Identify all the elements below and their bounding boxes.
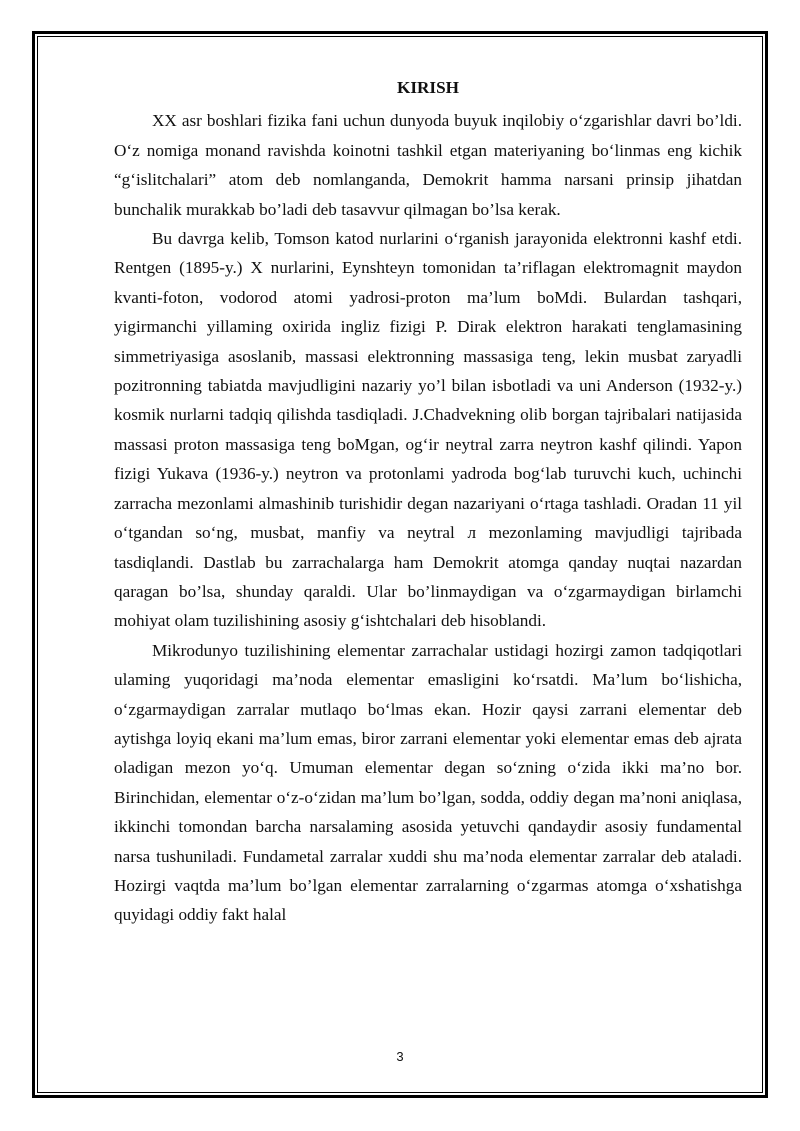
- section-title: KIRISH: [396, 78, 460, 97]
- paragraph-1: XX asr boshlari fizika fani uchun dunyoda buyuk inqilobiy o‘zgarishlar davri bo’ldi. O‘z nomiga monand ravishda koinotni tashkil etgan materiyaning bo‘linmas eng kichik “g‘islitchalari” atom deb nomlanganda, Demokrit hamma narsani prinsip jihatdan bunchalik murakkab bo’ladi deb tasavvur qilmagan bo’lsa kerak.: [114, 111, 742, 219]
- paragraph-3: Mikrodunyo tuzilishining elementar zarrachalar ustidagi hozirgi zamon tadqiqotlari ulaming yuqoridagi ma’noda elementar emasligini ko‘rsatdi. Ma’lum bo‘lishicha, o‘zgarmaydigan zarralar mutlaqo bo‘lmas ekan. Hozir qaysi zarrani elementar deb aytishga loyiq ekani ma’lum emas, biror zarrani elementar yoki elementar emas deb ajrata oladigan mezon yo‘q. Umuman elementar degan so‘zning o‘zida ikki ma’no bor. Birinchidan, elementar o‘z-o‘zidan ma’lum bo’lgan, sodda, oddiy degan ma’noni aniqlasa, ikkinchi tomondan barcha narsalaming asosida yetuvchi qandaydir asosiy fundamental narsa tushuniladi. Fundametal zarralar xuddi shu ma’noda elementar zarralar deb ataladi. Hozirgi vaqtda ma’lum bo’lgan elementar zarralarning o‘zgarmas atomga o‘xshatishga quyidagi oddiy fakt halal: [114, 640, 742, 925]
- page-number: 3: [396, 1049, 404, 1064]
- document-body: [114, 73, 742, 930]
- paragraph-2: Bu davrga kelib, Tomson katod nurlarini o‘rganish jarayonida elektronni kashf etdi. Rentgen (1895-y.) X nurlarini, Eynshteyn tomonidan ta’riflagan elektromagnit maydon kvanti-foton, vodorod atomi yadrosi-proton ma’lum boMdi. Bulardan tashqari, yigirmanchi yillaming oxirida ingliz fizigi P. Dirak elektron harakati tenglamasining simmetriyasiga asoslanib, massasi elektronning massasiga teng, lekin musbat zaryadli pozitronning tabiatda mavjudligini nazariy yo’l bilan isbotladi va uni Anderson (1932-y.) kosmik nurlarni tadqiq qilishda tasdiqladi. J.Chadvekning olib borgan tajribalari natijasida massasi proton massasiga teng boMgan, og‘ir neytral zarra neytron kashf qilindi. Yapon fizigi Yukava (1936-y.) neytron va protonlami yadroda bog‘lab turuvchi kuch, uchinchi zarracha mezonlami almashinib turishidir degan nazariyani o‘rtaga tashladi. Oradan 11 yil o‘tgandan so‘ng, musbat, manfiy va neytral л mezonlaming mavjudligi tajribada tasdiqlandi. Dastlab bu zarrachalarga ham Demokrit atomga qanday nuqtai nazardan qaragan bo’lsa, shunday qaraldi. Ular bo’linmaydigan va o‘zgarmaydigan birlamchi mohiyat olam tuzilishining asosiy g‘ishtchalari deb hisoblandi.: [114, 229, 742, 631]
